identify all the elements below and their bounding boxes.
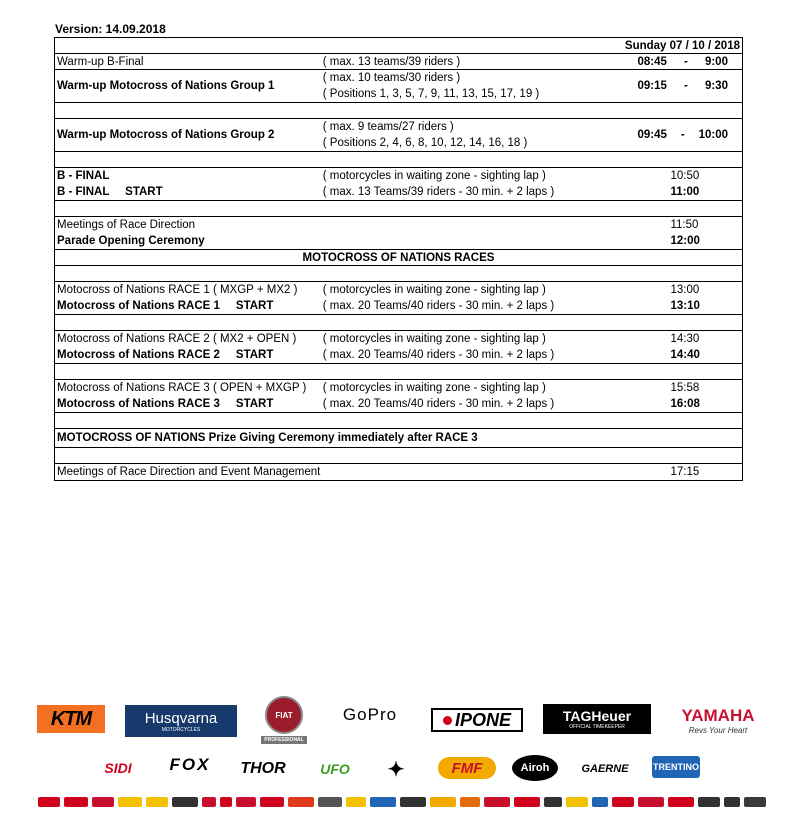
small-sponsor-logo: [318, 797, 342, 807]
date-header: Sunday 07 / 10 / 2018: [613, 38, 742, 54]
row-label: B - FINAL: [55, 168, 321, 185]
table-row: Warm-up Motocross of Nations Group 2 ( max. 9 teams/27 riders ) ( Positions 2, 4, 6, 8, 10, 12, 14, 16, 18 ) 09:45 - 10:00: [55, 119, 743, 152]
time: 14:30: [670, 333, 700, 345]
small-sponsor-logo: [370, 797, 396, 807]
section-title: MOTOCROSS OF NATIONS RACES: [55, 250, 743, 266]
start-time: 09:15: [637, 80, 667, 92]
small-sponsor-logo: [92, 797, 114, 807]
row-note: ( max. 20 Teams/40 riders - 30 min. + 2 laps ): [322, 349, 555, 361]
row-note: ( max. 20 Teams/40 riders - 30 min. + 2 laps ): [322, 398, 555, 410]
end-time: 9:30: [704, 80, 728, 92]
small-sponsor-logo: [460, 797, 480, 807]
row-label: Motocross of Nations RACE 3 START: [57, 398, 274, 410]
ktm-logo: KTM: [37, 705, 105, 733]
alpinestars-logo: [376, 758, 416, 780]
fox-logo: FOX: [169, 755, 211, 774]
row-note: ( motorcycles in waiting zone - sighting lap ): [321, 282, 614, 299]
section-header-row: [55, 250, 743, 266]
small-sponsor-logo: [566, 797, 588, 807]
row-note: ( Positions 1, 3, 5, 7, 9, 11, 13, 15, 17, 19 ): [322, 88, 540, 100]
row-label: Warm-up Motocross of Nations Group 2: [55, 119, 321, 152]
small-sponsor-logo: [146, 797, 168, 807]
trentino-logo: TRENTINO: [652, 756, 700, 778]
alpinestars-star-icon: ✦: [387, 758, 405, 781]
small-sponsor-logo: [172, 797, 198, 807]
start-time: 09:45: [637, 129, 667, 141]
fmf-logo: FMF: [438, 757, 496, 779]
row-label: Motocross of Nations RACE 1 START: [57, 300, 274, 312]
small-sponsor-logo: [592, 797, 608, 807]
row-label: Meetings of Race Direction and Event Management: [55, 464, 614, 481]
time: 16:08: [670, 398, 700, 410]
table-row: Warm-up B-Final ( max. 13 teams/39 riders ) 08:45 - 9:00: [55, 54, 743, 70]
sidi-logo: SIDI: [104, 760, 132, 776]
row-note: ( max. 13 teams/39 riders ): [321, 54, 614, 70]
husqvarna-logo: Husqvarna MOTORCYCLES: [125, 705, 237, 737]
yamaha-logo: YAMAHA Revs Your Heart: [681, 705, 755, 735]
table-header-row: [55, 38, 743, 54]
start-time: 08:45: [637, 55, 667, 68]
time: 13:10: [670, 300, 700, 312]
row-label: B - FINAL START: [57, 186, 163, 198]
small-sponsor-logo: [744, 797, 766, 807]
row-note: ( max. 13 Teams/39 riders - 30 min. + 2 laps ): [322, 186, 555, 198]
small-sponsor-logo: [400, 797, 426, 807]
small-sponsor-logo: [668, 797, 694, 807]
time: 10:50: [670, 170, 700, 182]
row-note: ( max. 20 Teams/40 riders - 30 min. + 2 laps ): [322, 300, 555, 312]
small-sponsor-logo: [638, 797, 664, 807]
row-note: ( max. 10 teams/30 riders ): [322, 72, 461, 84]
small-sponsor-logo: [202, 797, 216, 807]
fiat-logo: FIAT PROFESSIONAL: [258, 694, 310, 746]
table-row: Warm-up Motocross of Nations Group 1 ( max. 10 teams/30 riders ) ( Positions 1, 3, 5, 7, 9, 11, 13, 15, 17, 19 ) 09:15 - 9:30: [55, 70, 743, 103]
thor-logo: THOR: [240, 760, 286, 777]
table-row: [55, 396, 743, 413]
table-row: [55, 331, 743, 348]
small-sponsor-logo: [118, 797, 142, 807]
row-label: Motocross of Nations RACE 2 ( MX2 + OPEN ): [55, 331, 321, 348]
small-sponsor-logo: [38, 797, 60, 807]
end-time: 10:00: [698, 129, 728, 141]
small-sponsor-logo: [288, 797, 314, 807]
row-note: ( motorcycles in waiting zone - sighting lap ): [321, 380, 614, 397]
end-time: 9:00: [704, 55, 728, 68]
table-row: [55, 233, 743, 250]
row-note: ( motorcycles in waiting zone - sighting lap ): [321, 331, 614, 348]
small-sponsor-logo: [64, 797, 88, 807]
small-sponsor-logo: [220, 797, 232, 807]
time: 12:00: [670, 235, 700, 247]
schedule-table: [54, 37, 743, 481]
table-row: [55, 464, 743, 481]
tagheuer-logo: TAGHeuer OFFICIAL TIMEKEEPER: [543, 704, 651, 734]
row-label: Parade Opening Ceremony: [57, 235, 205, 247]
ipone-logo: IPONE: [431, 708, 523, 732]
table-row: [55, 429, 743, 448]
time: 14:40: [670, 349, 700, 361]
small-sponsor-logo: [430, 797, 456, 807]
row-label: Motocross of Nations RACE 3 ( OPEN + MXGP ): [55, 380, 321, 397]
row-label: Motocross of Nations RACE 1 ( MXGP + MX2 ): [55, 282, 321, 299]
small-sponsor-logo: [514, 797, 540, 807]
row-note: ( max. 9 teams/27 riders ): [322, 121, 454, 133]
prize-row: MOTOCROSS OF NATIONS Prize Giving Ceremony immediately after RACE 3: [55, 429, 743, 448]
table-row: [55, 184, 743, 201]
row-label: Meetings of Race Direction: [55, 217, 321, 234]
small-sponsor-logo: [484, 797, 510, 807]
gopro-logo: GoPro: [342, 705, 398, 724]
row-label: Motocross of Nations RACE 2 START: [57, 349, 274, 361]
gaerne-logo: GAERNE: [581, 763, 629, 775]
table-row: [55, 347, 743, 364]
small-sponsor-logo: [612, 797, 634, 807]
small-sponsor-logo: [260, 797, 284, 807]
time: 11:50: [670, 219, 699, 231]
time: 13:00: [670, 284, 700, 296]
small-sponsor-logo: [698, 797, 720, 807]
small-sponsor-logo: [236, 797, 256, 807]
version-label: Version: 14.09.2018: [55, 22, 166, 36]
table-row: [55, 168, 743, 185]
small-sponsor-logo: [544, 797, 562, 807]
time: 15:58: [670, 382, 700, 394]
ipone-dot-icon: [443, 716, 452, 725]
airoh-logo: Airoh: [512, 755, 558, 781]
row-note: ( motorcycles in waiting zone - sighting lap ): [321, 168, 614, 185]
table-row: [55, 217, 743, 234]
time: 11:00: [670, 186, 700, 198]
row-label: Warm-up Motocross of Nations Group 1: [55, 70, 321, 103]
ufo-logo: UFO: [320, 761, 350, 777]
table-row: [55, 298, 743, 315]
table-row: [55, 380, 743, 397]
row-label: Warm-up B-Final: [55, 54, 321, 70]
time: 17:15: [670, 466, 700, 478]
table-row: [55, 282, 743, 299]
small-sponsor-logo: [346, 797, 366, 807]
row-note: ( Positions 2, 4, 6, 8, 10, 12, 14, 16, 18 ): [322, 137, 528, 149]
small-sponsor-logo: [724, 797, 740, 807]
